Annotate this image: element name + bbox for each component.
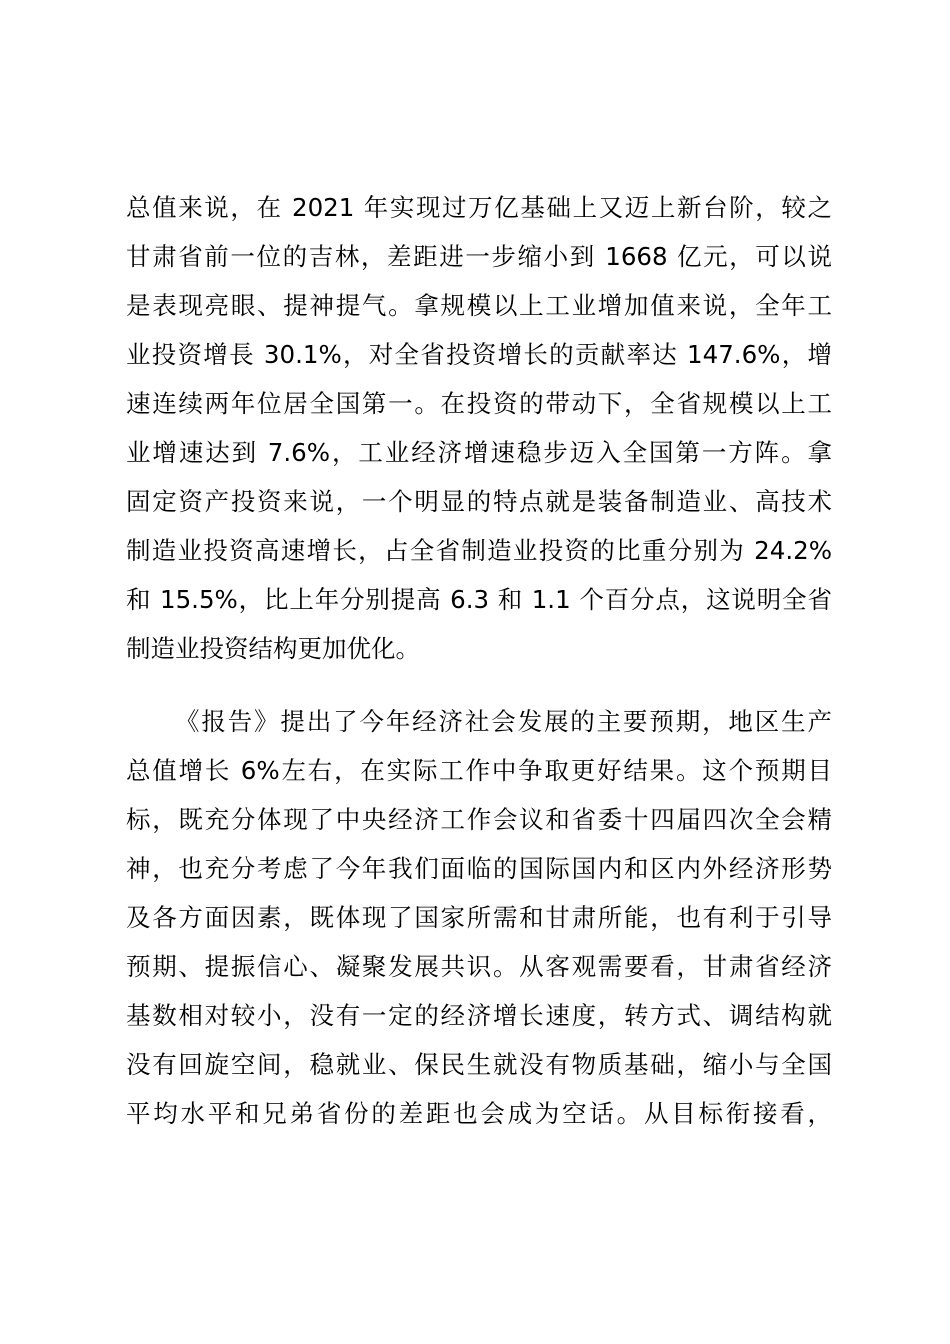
text-line: 《报告》提出了今年经济社会发展的主要预期，地区生产 [175,707,832,736]
text-line: 制造业投资结构更加优化。 [126,634,420,663]
text-line: 平均水平和兄弟省份的差距也会成为空话。从目标衔接看， [126,1099,832,1128]
text-line: 制造业投资高速增长，占全省制造业投资的比重分别为 24.2% [126,536,832,565]
paragraph-2 [126,697,832,1138]
text-line: 基数相对较小，没有一定的经济增长速度，转方式、调结构就 [126,1001,832,1030]
text-line: 及各方面因素，既体现了国家所需和甘肃所能，也有利于引导 [126,903,832,932]
text-line: 业投资增長 30.1%，对全省投资增长的贡献率达 147.6%，增 [126,340,832,369]
text-line: 神，也充分考虑了今年我们面临的国际国内和区内外经济形势 [126,854,832,883]
paragraph-1 [126,183,832,673]
text-line: 业增速达到 7.6%，工业经济增速稳步迈入全国第一方阵。拿 [126,438,832,467]
text-line: 速连续两年位居全国第一。在投资的带动下，全省规模以上工 [126,389,832,418]
text-line: 甘肃省前一位的吉林，差距进一步缩小到 1668 亿元，可以说 [126,242,832,271]
text-line: 固定资产投资来说，一个明显的特点就是装备制造业、高技术 [126,487,832,516]
text-line: 总值增长 6%左右，在实际工作中争取更好结果。这个预期目 [126,756,832,785]
text-line: 总值来说，在 2021 年实现过万亿基础上又迈上新台阶，较之 [126,193,832,222]
text-line: 没有回旋空间，稳就业、保民生就没有物质基础，缩小与全国 [126,1050,832,1079]
text-line: 标，既充分体现了中央经济工作会议和省委十四届四次全会精 [126,805,832,834]
text-line: 预期、提振信心、凝聚发展共识。从客观需要看，甘肃省经济 [126,952,832,981]
text-line: 是表现亮眼、提神提气。拿规模以上工业增加值来说，全年工 [126,291,832,320]
text-line: 和 15.5%，比上年分别提高 6.3 和 1.1 个百分点，这说明全省 [126,585,832,614]
